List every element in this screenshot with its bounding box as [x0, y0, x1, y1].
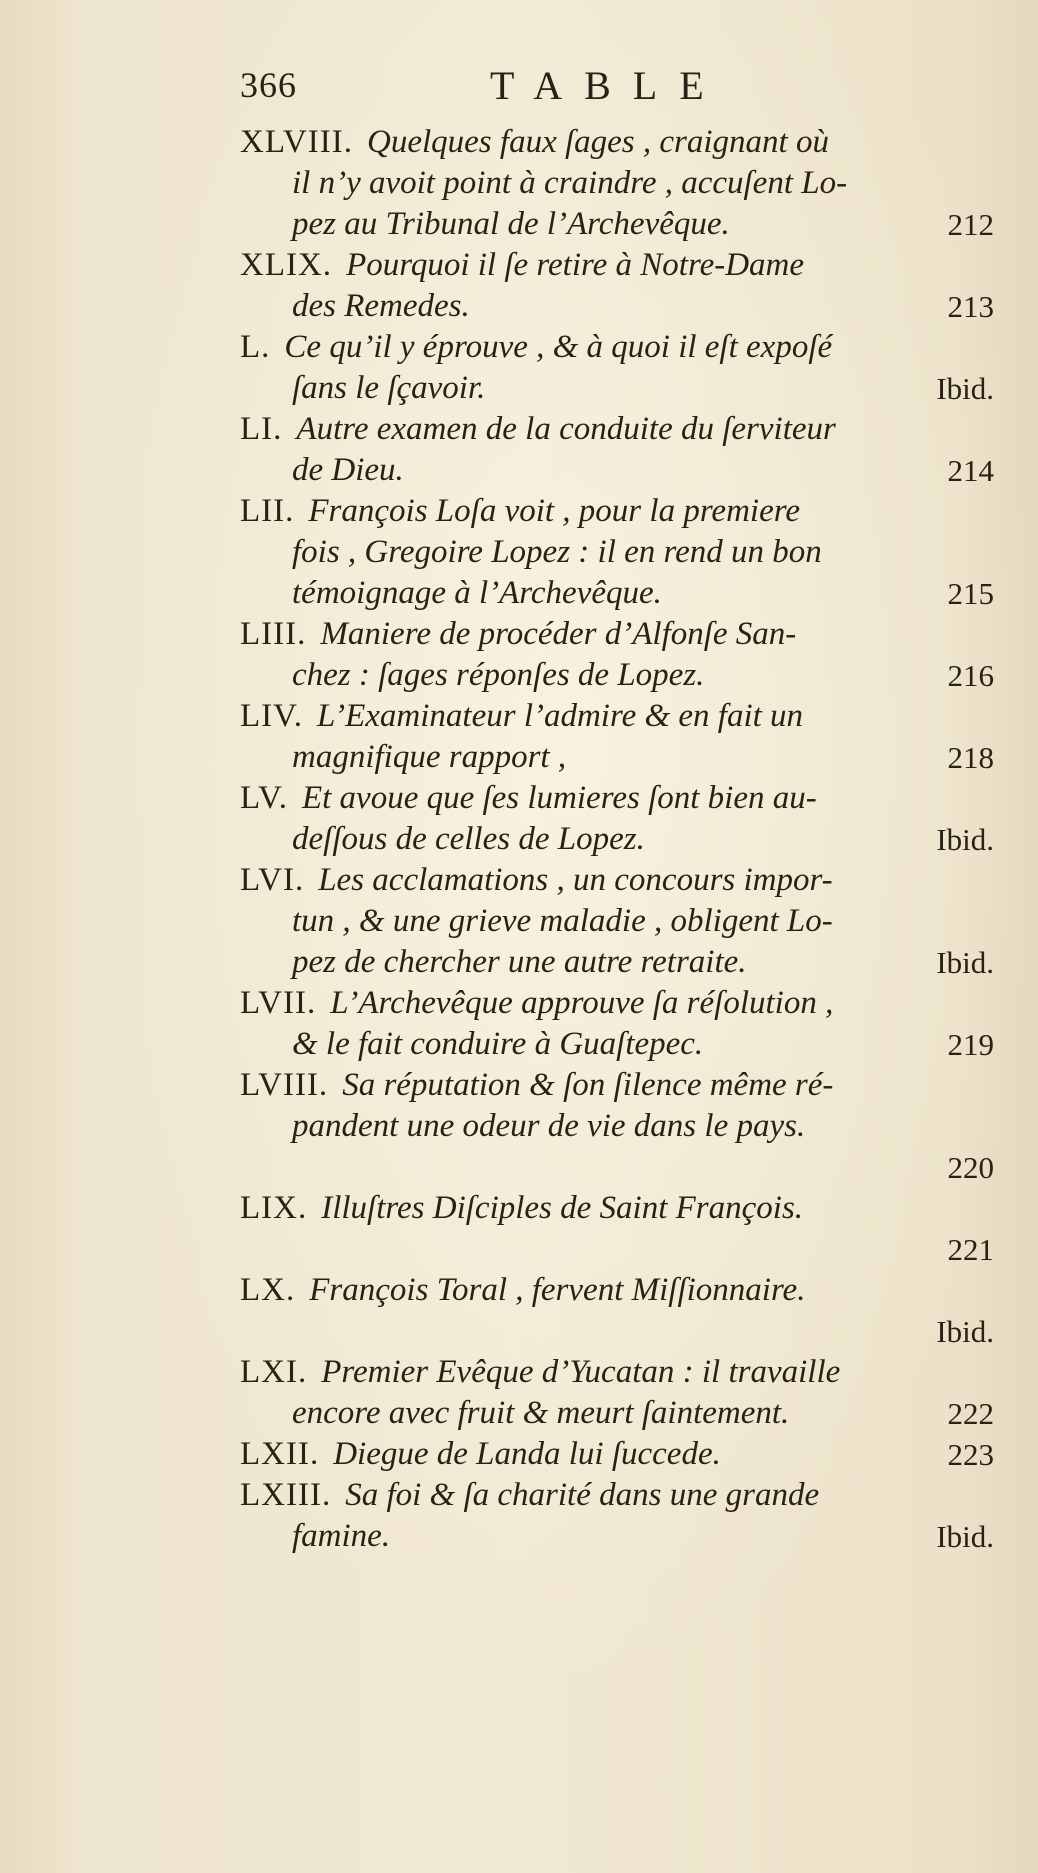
- toc-entry: [240, 778, 1000, 860]
- chapter-numeral: LIX.: [240, 1190, 308, 1226]
- toc-entry-line: [240, 204, 1000, 245]
- toc-entry-line: [240, 245, 1000, 286]
- chapter-numeral: LXII.: [240, 1436, 320, 1472]
- chapter-summary-text: Illuſtres Diſciples de Saint François.: [321, 1190, 804, 1226]
- chapter-numeral: LV.: [240, 780, 288, 816]
- chapter-numeral: LX.: [240, 1272, 296, 1308]
- chapter-summary-text: fois , Gregoire Lopez : il en rend un bon: [292, 534, 822, 570]
- toc-entry-line: [240, 491, 1000, 532]
- toc-entry-line: [240, 819, 1000, 860]
- page-reference: Ibid.: [936, 822, 994, 857]
- chapter-summary-text: chez : ſages réponſes de Lopez.: [292, 657, 705, 693]
- page-reference: 213: [947, 289, 994, 324]
- page-reference: Ibid.: [936, 1314, 994, 1349]
- toc-entry-line: [240, 532, 1000, 573]
- chapter-summary-text: magnifique rapport ,: [292, 739, 567, 775]
- toc-entry: [240, 245, 1000, 327]
- chapter-summary-text: François Loſa voit , pour la premiere: [308, 493, 800, 529]
- toc-entry-line: [240, 942, 1000, 983]
- table-of-contents: [240, 122, 1000, 1557]
- toc-entry: [240, 1188, 1000, 1270]
- toc-entry-line: [240, 573, 1000, 614]
- chapter-summary-text: ſans le ſçavoir.: [292, 370, 486, 406]
- page-reference: Ibid.: [936, 945, 994, 980]
- chapter-numeral: LIII.: [240, 616, 307, 652]
- toc-entry-line: [240, 1065, 1000, 1106]
- page-header: [240, 62, 780, 122]
- chapter-numeral: LVI.: [240, 862, 305, 898]
- toc-entry-line: [240, 737, 1000, 778]
- page-reference: 222: [947, 1396, 994, 1431]
- chapter-numeral: L.: [240, 329, 271, 365]
- chapter-numeral: XLVIII.: [240, 124, 354, 160]
- toc-entry-line: [240, 860, 1000, 901]
- chapter-summary-text: pandent une odeur de vie dans le pays.: [292, 1108, 806, 1144]
- chapter-summary-text: Quelques faux ſages , craignant où: [367, 124, 829, 160]
- toc-entry: [240, 409, 1000, 491]
- toc-entry: [240, 491, 1000, 614]
- chapter-summary-text: des Remedes.: [292, 288, 470, 324]
- page-reference: 221: [947, 1232, 994, 1267]
- page-reference: 215: [947, 576, 994, 611]
- chapter-summary-text: tun , & une grieve maladie , obligent Lo-: [292, 903, 833, 939]
- chapter-summary-text: encore avec fruit & meurt ſaintement.: [292, 1395, 790, 1431]
- toc-entry-line: [240, 450, 1000, 491]
- toc-entry: [240, 614, 1000, 696]
- chapter-summary-text: témoignage à l’Archevêque.: [292, 575, 662, 611]
- chapter-numeral: LXI.: [240, 1354, 308, 1390]
- chapter-summary-text: Maniere de procéder d’Alfonſe San-: [320, 616, 797, 652]
- running-title: TABLE: [490, 63, 726, 108]
- page-reference: 219: [947, 1027, 994, 1062]
- toc-entry-line: [240, 696, 1000, 737]
- toc-entry: [240, 1475, 1000, 1557]
- chapter-summary-text: Premier Evêque d’Yucatan : il travaille: [321, 1354, 841, 1390]
- page-reference: 223: [947, 1437, 994, 1472]
- chapter-numeral: LI.: [240, 411, 283, 447]
- chapter-summary-text: L’Archevêque approuve ſa réſolution ,: [330, 985, 834, 1021]
- toc-entry-line: [240, 1393, 1000, 1434]
- toc-entry: [240, 1270, 1000, 1352]
- toc-entry-line: [240, 1270, 1000, 1311]
- toc-entry: [240, 327, 1000, 409]
- chapter-summary-text: il n’y avoit point à craindre , accuſent Lo-: [292, 165, 848, 201]
- toc-entry-line: [240, 1434, 1000, 1475]
- toc-entry-line: [240, 1352, 1000, 1393]
- chapter-summary-text: L’Examinateur l’admire & en fait un: [316, 698, 804, 734]
- chapter-summary-text: Et avoue que ſes lumieres ſont bien au-: [301, 780, 817, 816]
- toc-entry-line: [240, 163, 1000, 204]
- chapter-summary-text: François Toral , fervent Miſſionnaire.: [309, 1272, 806, 1308]
- toc-entry: [240, 122, 1000, 245]
- toc-entry-line: [240, 122, 1000, 163]
- toc-entry: [240, 696, 1000, 778]
- chapter-summary-text: Diegue de Landa lui ſuccede.: [333, 1436, 721, 1472]
- chapter-summary-text: Sa foi & ſa charité dans une grande: [345, 1477, 820, 1513]
- chapter-summary-text: Autre examen de la conduite du ſerviteur: [296, 411, 836, 447]
- chapter-summary-text: pez au Tribunal de l’Archevêque.: [292, 206, 730, 242]
- chapter-summary-text: & le fait conduire à Guaſtepec.: [292, 1026, 704, 1062]
- chapter-summary-text: Ce qu’il y éprouve , & à quoi il eſt expoſé: [284, 329, 833, 365]
- toc-entry-line: [240, 1024, 1000, 1065]
- chapter-summary-text: Sa réputation & ſon ſilence même ré-: [342, 1067, 834, 1103]
- page-number: 366: [240, 65, 297, 105]
- page-reference: 212: [947, 207, 994, 242]
- chapter-numeral: LXIII.: [240, 1477, 332, 1513]
- toc-entry-line: [240, 901, 1000, 942]
- chapter-numeral: LVII.: [240, 985, 317, 1021]
- toc-entry-line: [240, 1188, 1000, 1229]
- toc-entry-line: [240, 983, 1000, 1024]
- chapter-summary-text: Les acclamations , un concours impor-: [318, 862, 833, 898]
- toc-entry-line: [240, 368, 1000, 409]
- toc-entry: [240, 860, 1000, 983]
- chapter-numeral: XLIX.: [240, 247, 333, 283]
- toc-entry-line: [240, 409, 1000, 450]
- page-reference: 214: [947, 453, 994, 488]
- toc-entry-line: [240, 1475, 1000, 1516]
- toc-entry-line: [240, 778, 1000, 819]
- toc-entry: [240, 1065, 1000, 1188]
- toc-entry-line: [240, 1516, 1000, 1557]
- chapter-numeral: LIV.: [240, 698, 303, 734]
- chapter-summary-text: Pourquoi il ſe retire à Notre-Dame: [346, 247, 805, 283]
- chapter-numeral: LII.: [240, 493, 295, 529]
- chapter-summary-text: deſſous de celles de Lopez.: [292, 821, 645, 857]
- chapter-summary-text: famine.: [292, 1518, 391, 1554]
- toc-entry-line: [240, 327, 1000, 368]
- page-reference: 220: [947, 1150, 994, 1185]
- toc-entry-line: [240, 614, 1000, 655]
- chapter-numeral: LVIII.: [240, 1067, 329, 1103]
- chapter-summary-text: de Dieu.: [292, 452, 404, 488]
- toc-entry: [240, 1352, 1000, 1434]
- toc-entry-line: [240, 286, 1000, 327]
- toc-entry: [240, 1434, 1000, 1475]
- toc-entry-line: [240, 655, 1000, 696]
- page-reference: 218: [947, 740, 994, 775]
- page-reference: Ibid.: [936, 371, 994, 406]
- chapter-summary-text: pez de chercher une autre retraite.: [292, 944, 747, 980]
- toc-entry: [240, 983, 1000, 1065]
- page-reference: Ibid.: [936, 1519, 994, 1554]
- toc-entry-line: [240, 1106, 1000, 1147]
- page-reference: 216: [947, 658, 994, 693]
